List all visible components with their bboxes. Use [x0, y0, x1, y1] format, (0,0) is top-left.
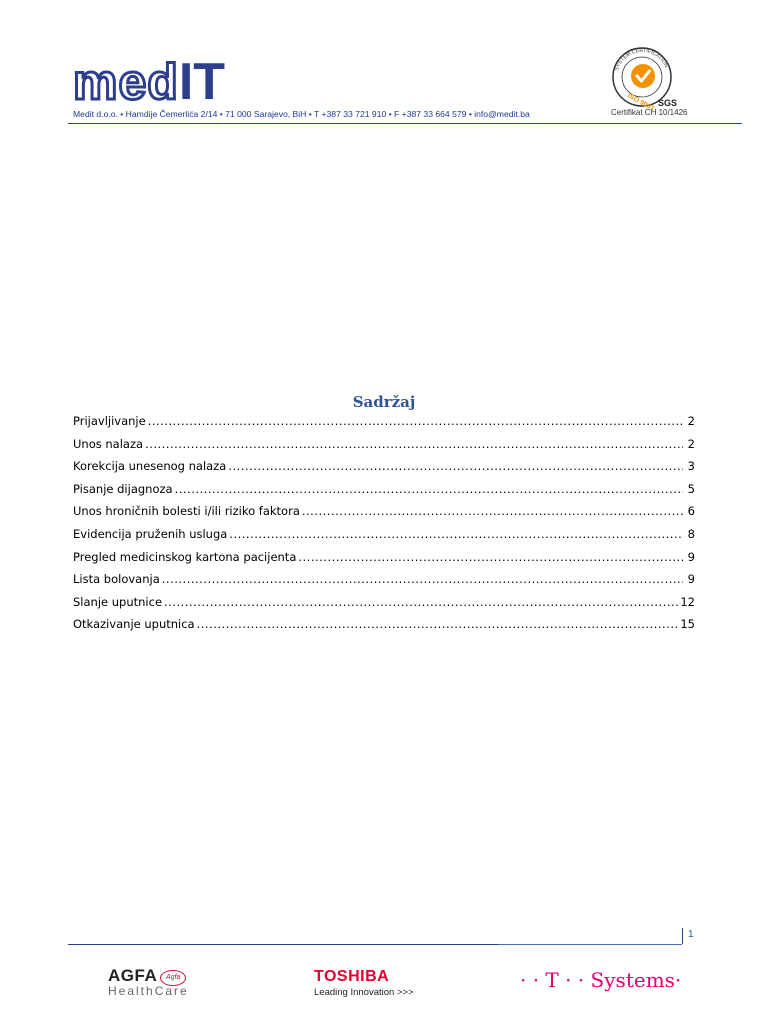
footer-divider-accent — [498, 944, 682, 945]
footer-divider — [68, 944, 498, 945]
cert-iso-text: ISO 9001 — [626, 92, 656, 113]
toc-entry-label: Prijavljivanje — [73, 414, 146, 428]
toc-entry-page: 2 — [687, 414, 695, 428]
toc-title: Sadržaj — [352, 393, 416, 411]
toc-entry[interactable] — [73, 414, 695, 437]
toc-entry[interactable] — [73, 437, 695, 460]
agfa-oval-icon: Agfa — [160, 970, 186, 986]
toc-entry[interactable] — [73, 527, 695, 550]
toc-entry-page: 12 — [680, 594, 695, 609]
logo-med: med — [73, 54, 179, 110]
toc-entry-page: 3 — [687, 459, 695, 474]
toc-entry-page: 8 — [687, 526, 695, 541]
cert-caption: Certifikat CH 10/1426 — [611, 108, 688, 117]
cert-ring-text: SYSTEM CERTIFICATION — [613, 47, 669, 72]
toshiba-logo — [314, 966, 414, 998]
medit-logo — [73, 53, 226, 111]
header-divider — [68, 123, 742, 124]
toc-entry-label: Korekcija unesenog nalaza — [73, 459, 227, 474]
toshiba-tagline: Leading Innovation >>> — [314, 987, 414, 998]
toc-entry[interactable] — [73, 504, 695, 527]
agfa-healthcare-logo — [108, 966, 189, 998]
toc-entry[interactable] — [73, 572, 695, 595]
toc-entry-label: Pregled medicinskog kartona pacijenta — [73, 549, 297, 564]
toc-entry[interactable] — [73, 459, 695, 482]
toc-entry-page: 9 — [687, 572, 695, 587]
table-of-contents — [73, 414, 695, 640]
logo-it: IT — [178, 53, 226, 111]
toc-entry-label: Unos hroničnih bolesti i/ili riziko faktora — [73, 504, 300, 519]
toc-entry-label: Otkazivanje uputnica — [73, 617, 195, 632]
toc-entry[interactable] — [73, 482, 695, 505]
toc-entry-label: Pisanje dijagnoza — [73, 481, 173, 496]
toc-entry-label: Lista bolovanja — [73, 572, 160, 587]
company-contact: Medit d.o.o. • Hamdije Čemerlića 2/14 • 71 000 Sarajevo, BiH • T +387 33 721 910 • F +387 33 664 579 • info@medit.ba — [73, 109, 530, 119]
toc-entry-page: 2 — [687, 436, 695, 451]
cert-sgs-text: SGS — [658, 98, 678, 108]
toc-entry[interactable] — [73, 617, 695, 640]
toc-entry-label: Evidencija pruženih usluga — [73, 526, 228, 541]
agfa-brand: AGFA — [108, 966, 158, 985]
toc-entry-page: 9 — [687, 549, 695, 564]
toc-entry[interactable] — [73, 550, 695, 573]
toc-entry-page: 6 — [687, 504, 695, 519]
toc-entry[interactable] — [73, 595, 695, 618]
toshiba-brand: TOSHIBA — [314, 968, 390, 985]
toc-entry-label: Slanje uputnice — [73, 594, 163, 609]
page-number: 1 — [688, 929, 694, 940]
page-number-tick — [682, 928, 683, 944]
agfa-sub: HealthCare — [108, 984, 189, 998]
toc-entry-page: 5 — [687, 481, 695, 496]
toc-entry-label: Unos nalaza — [73, 436, 144, 451]
t-systems-logo: · · T · · Systems· — [520, 968, 682, 992]
toc-entry-page: 15 — [680, 617, 695, 632]
